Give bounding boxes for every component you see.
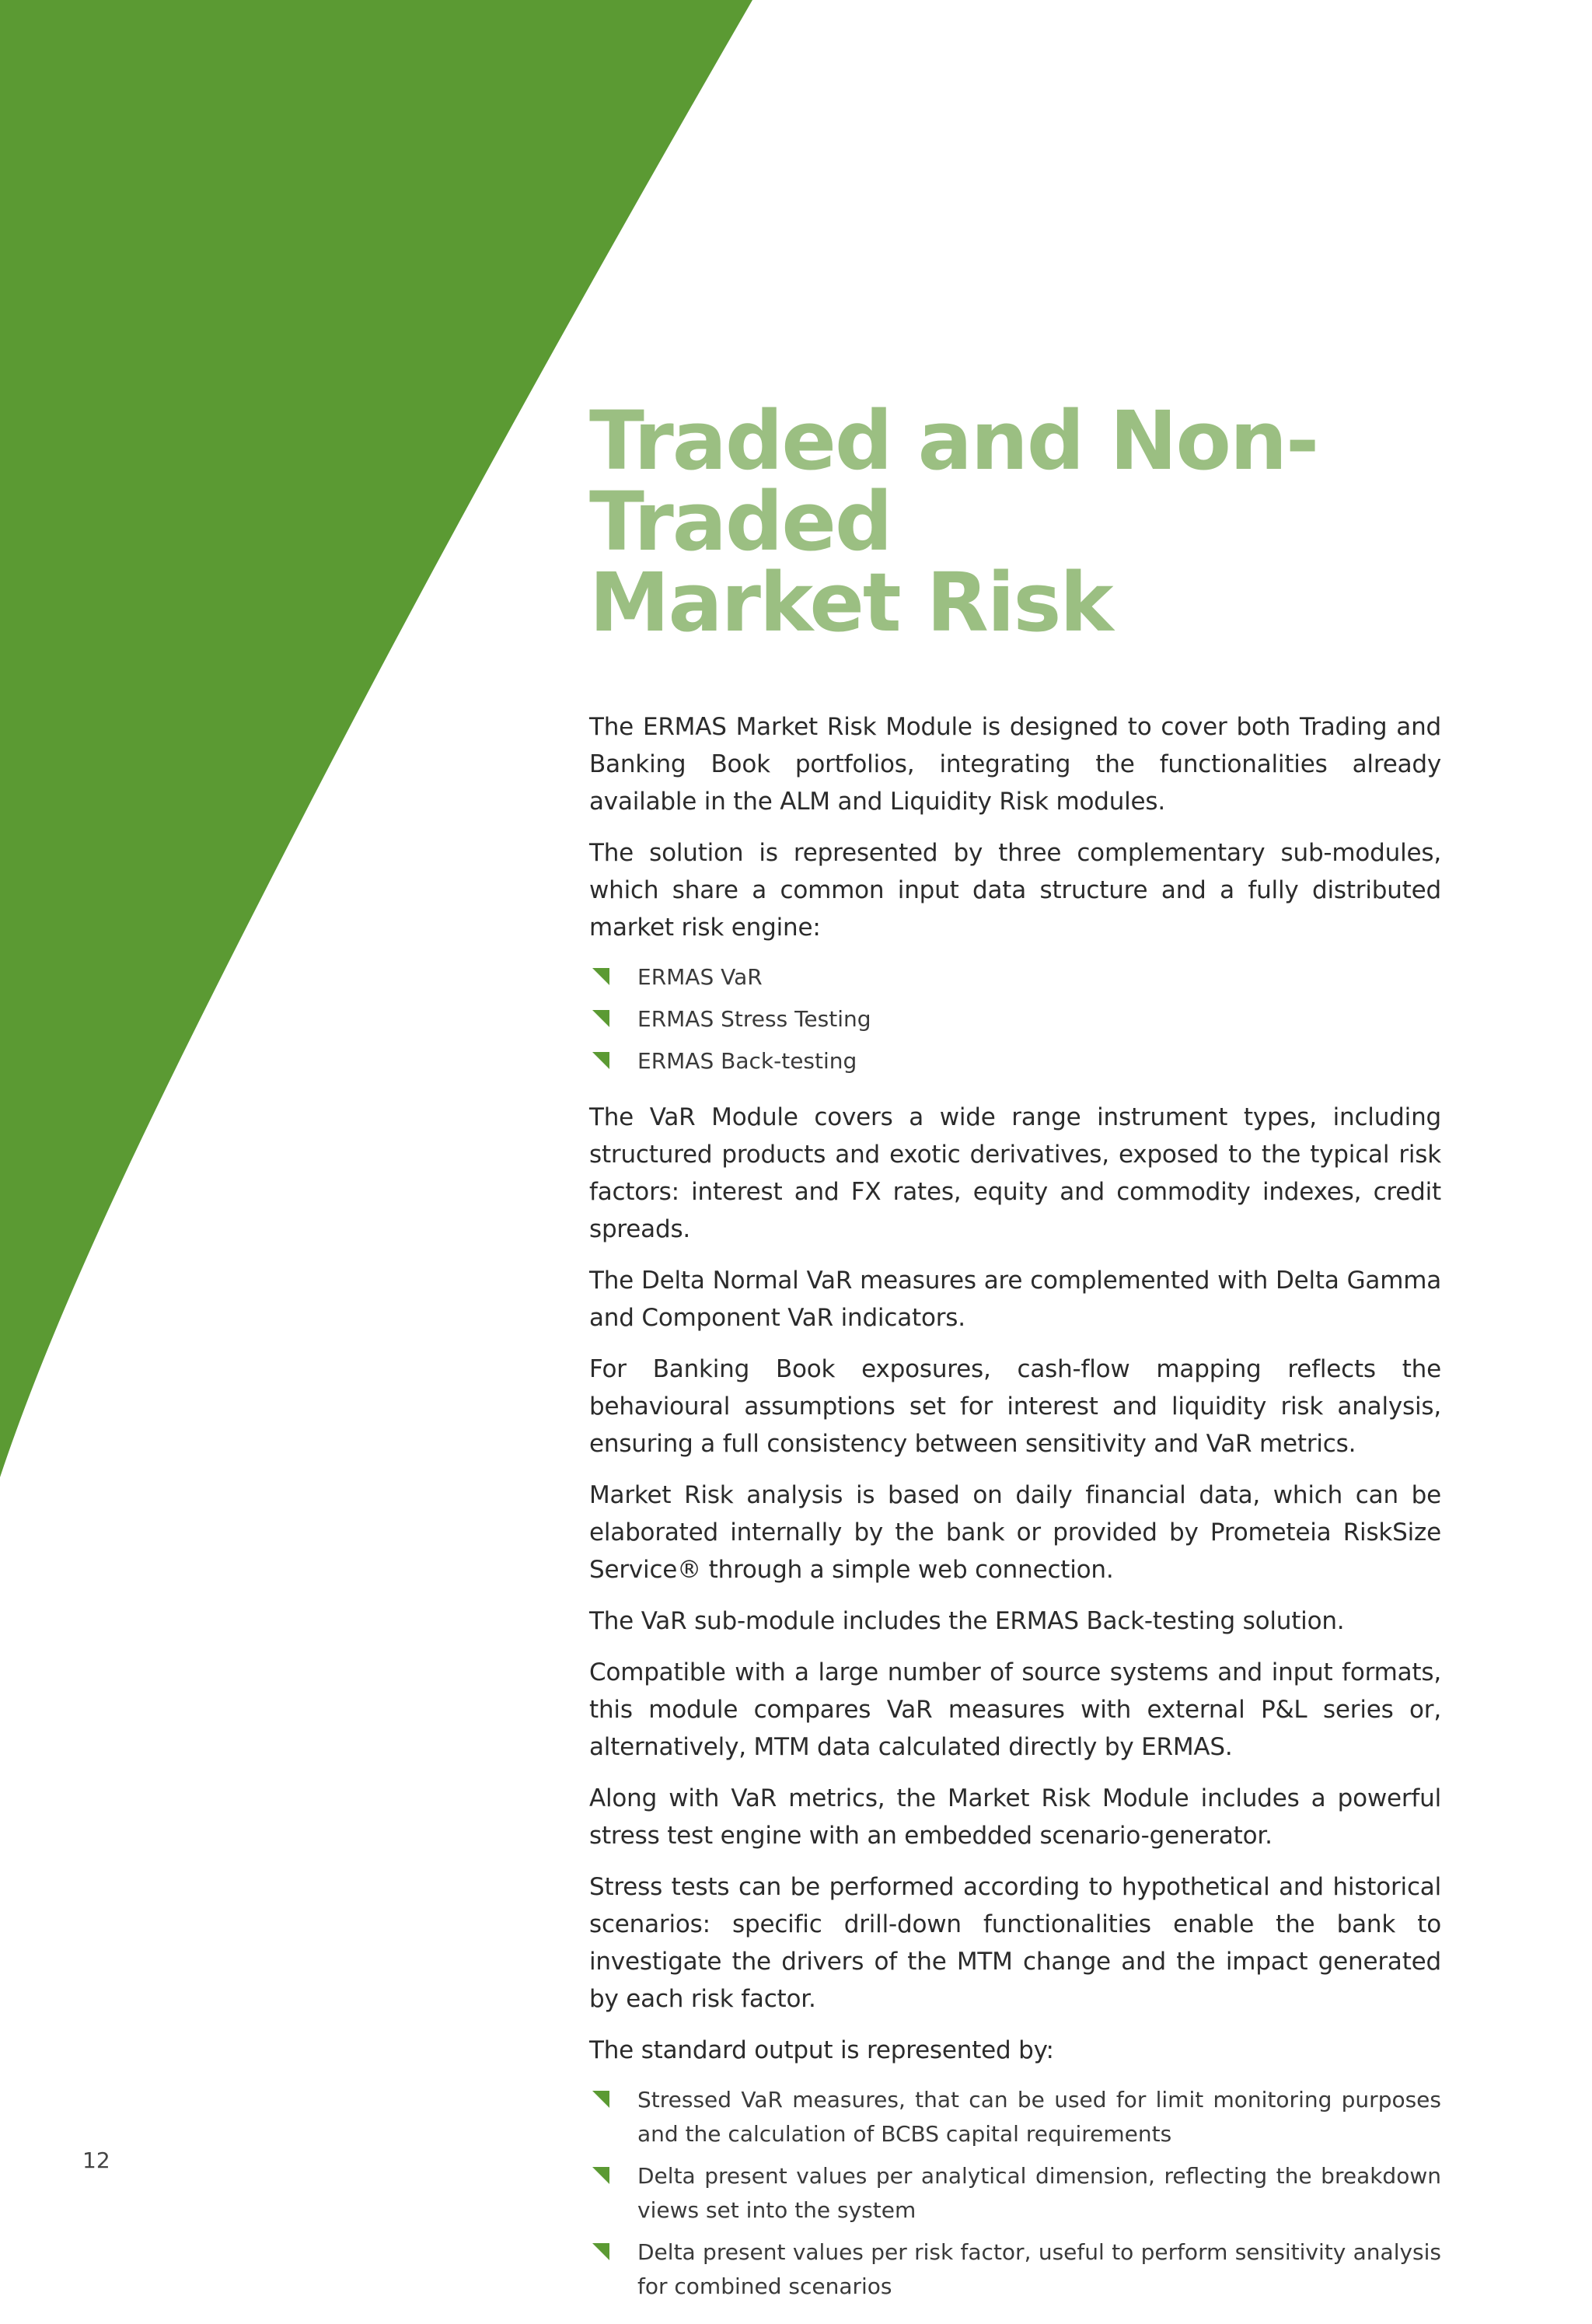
list-item [589,2235,1441,2304]
list-item-text: Delta present values per risk factor, useful to perform sensitivity analysis for combined scenarios [637,2239,1441,2299]
main-content [589,393,1441,2324]
list-item [589,960,1441,994]
triangle-bullet-icon [592,2243,609,2260]
body-paragraph: For Banking Book exposures, cash-flow mapping reflects the behavioural assumptions set for interest and liquidity risk analysis, ensuring a full consistency between sensitivity and VaR metrics. [589,1355,1441,1458]
list-item [589,1044,1441,1078]
list-item-text: ERMAS Back-testing [637,1048,857,1074]
triangle-bullet-icon [592,1052,609,1069]
list-item-text: Stressed VaR measures, that can be used for limit monitoring purposes and the calculation of BCBS capital requirements [637,2087,1441,2147]
intro-paragraph-1: The ERMAS Market Risk Module is designed to cover both Trading and Banking Book portfolios, integrating the functionalities already available in the ALM and Liquidity Risk modules. [589,713,1441,816]
triangle-bullet-icon [592,968,609,985]
submodule-list [589,960,1441,1078]
body-paragraph: The Delta Normal VaR measures are complemented with Delta Gamma and Component VaR indicators. [589,1267,1441,1332]
body-paragraph: The VaR Module covers a wide range instrument types, including structured products and exotic derivatives, exposed to the typical risk factors: interest and FX rates, equity and commodity indexes, credit spreads. [589,1103,1441,1243]
list-item [589,2159,1441,2228]
title-line-1: Traded and Non-Traded [589,393,1318,569]
body-paragraph: The VaR sub-module includes the ERMAS Back-testing solution. [589,1607,1345,1635]
triangle-bullet-icon [592,2167,609,2184]
list-item [589,1002,1441,1036]
triangle-bullet-icon [592,2091,609,2108]
list-item [589,2083,1441,2151]
page-title [589,393,1441,650]
list-item-text: Delta present values per analytical dimension, reflecting the breakdown views set into the system [637,2163,1441,2223]
body-paragraph: The standard output is represented by: [589,2036,1054,2064]
intro-paragraph-2: The solution is represented by three complementary sub-modules, which share a common input data structure and a fully distributed market risk engine: [589,839,1441,942]
page-number: 12 [82,2148,110,2173]
list-item-text: ERMAS Stress Testing [637,1006,871,1032]
body-paragraph: Stress tests can be performed according to hypothetical and historical scenarios: specific drill-down functionalities enable the bank to investigate the drivers of the MTM change and the impact generated by each risk factor. [589,1873,1441,2013]
body-paragraph: Compatible with a large number of source systems and input formats, this module compares VaR measures with external P&L series or, alternatively, MTM data calculated directly by ERMAS. [589,1658,1441,1761]
list-item-text: ERMAS VaR [637,964,763,990]
body-paragraph: Market Risk analysis is based on daily financial data, which can be elaborated internally by the bank or provided by Prometeia RiskSize Service® through a simple web connection. [589,1481,1441,1584]
output-list [589,2083,1441,2304]
title-line-2: Market Risk [589,555,1112,650]
triangle-bullet-icon [592,1010,609,1027]
body-paragraph: Along with VaR metrics, the Market Risk Module includes a powerful stress test engine with an embedded scenario-generator. [589,1784,1441,1850]
